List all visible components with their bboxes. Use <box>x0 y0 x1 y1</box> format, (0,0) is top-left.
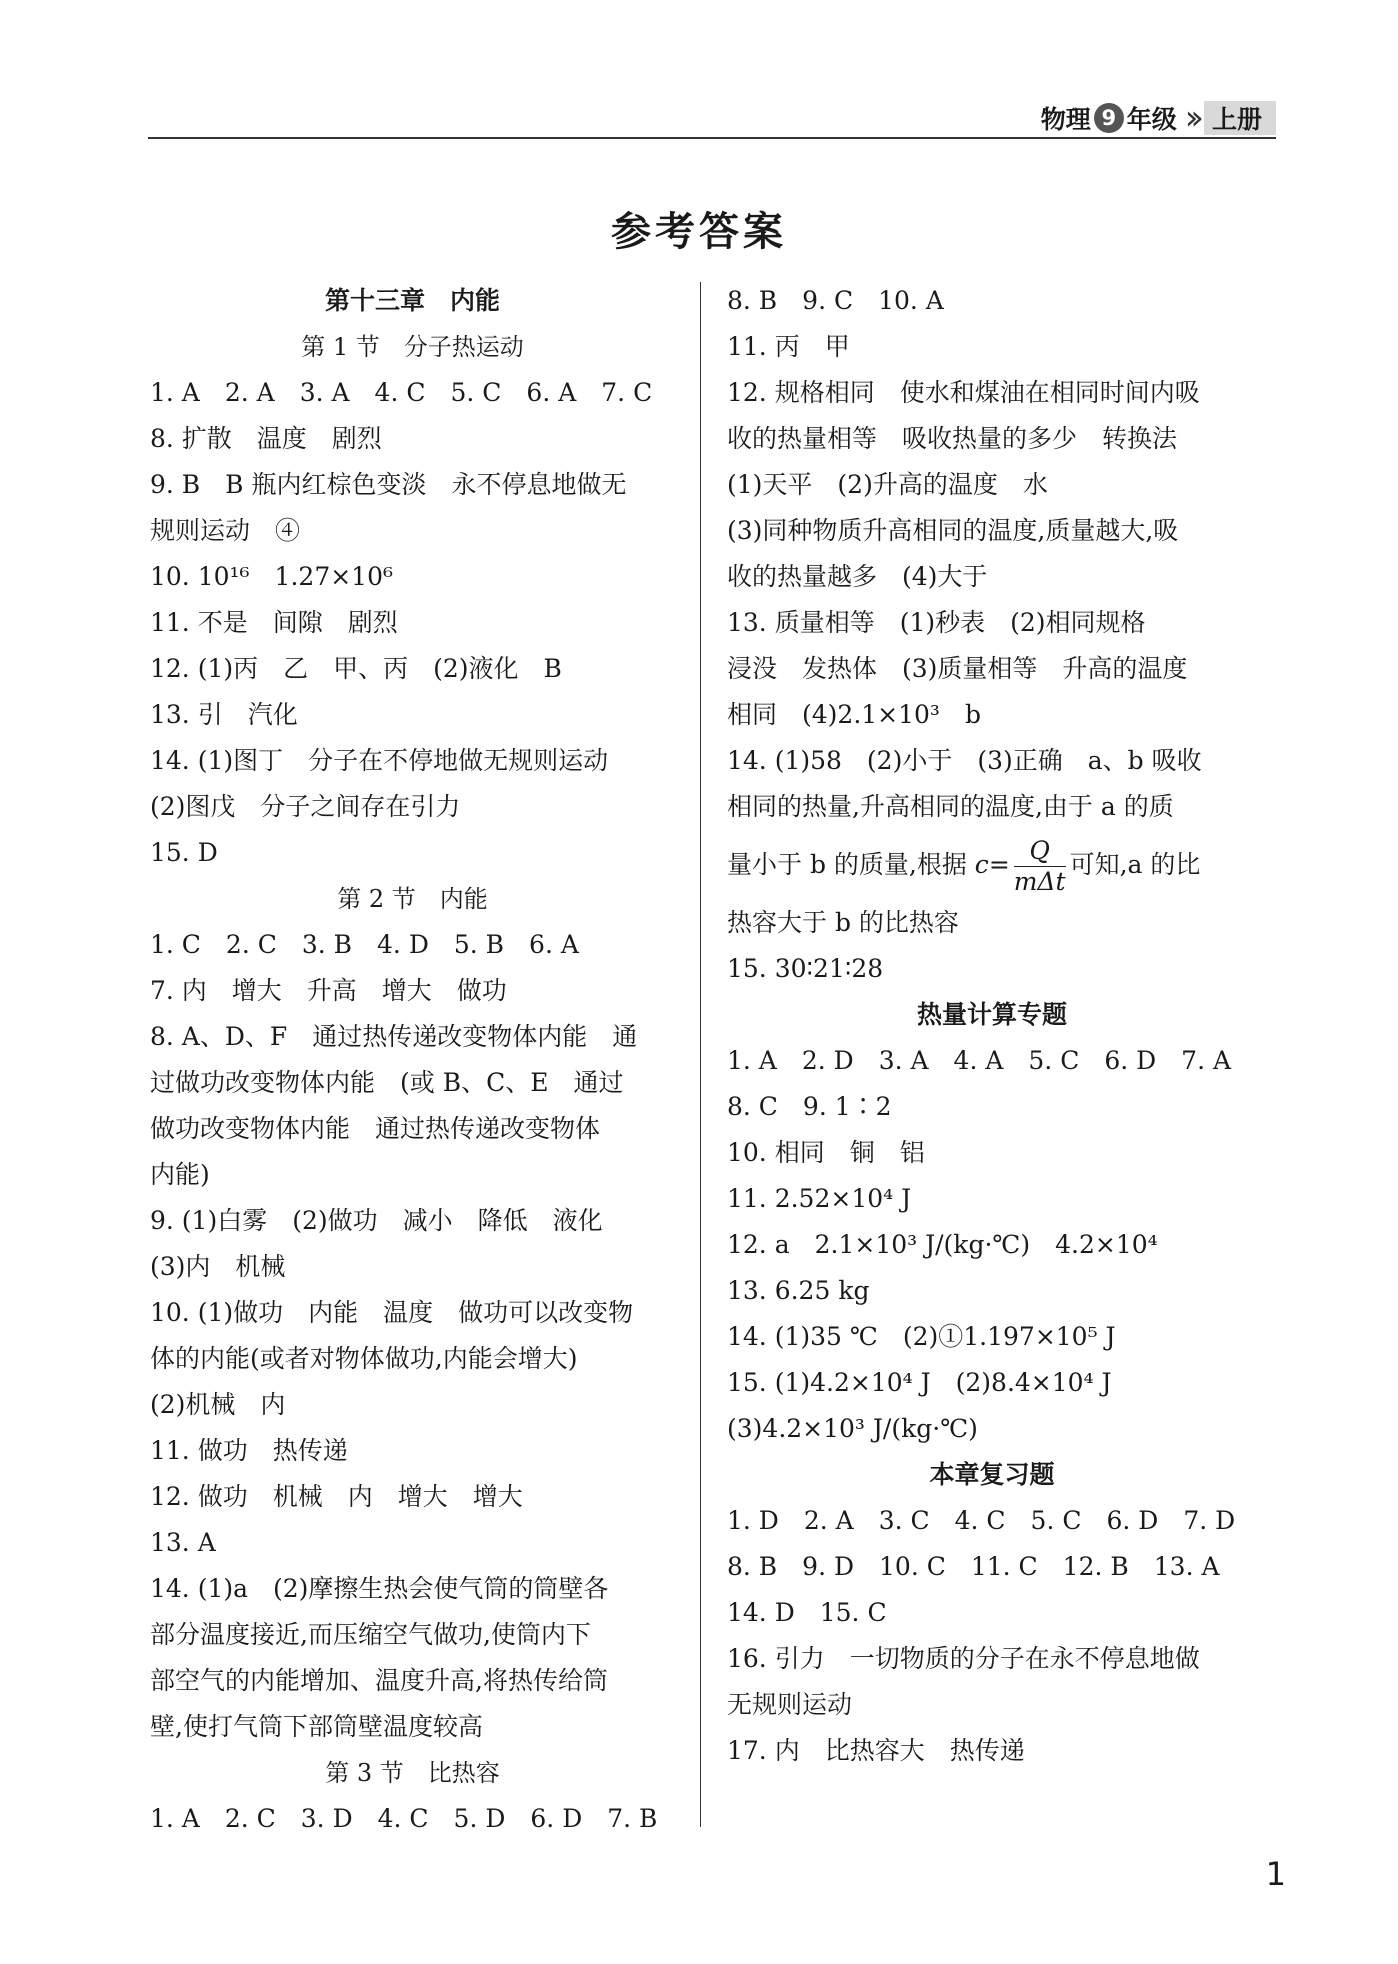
answer-line: (3)4.2×10³ J/(kg·℃) <box>727 1414 978 1443</box>
answer-line: 相同的热量,升高相同的温度,由于 a 的质 <box>727 792 1174 821</box>
column-divider <box>700 282 701 1827</box>
answer-line: 12. (1)丙 乙 甲、丙 (2)液化 B <box>150 654 562 683</box>
answer-line: 13. 6.25 kg <box>727 1276 870 1305</box>
answer-line: (1)天平 (2)升高的温度 水 <box>727 470 1048 499</box>
page-title: 参考答案 <box>611 209 787 255</box>
answer-line: (2)图戊 分子之间存在引力 <box>150 792 461 821</box>
formula-equals: = <box>988 850 1010 879</box>
answer-line: 15. (1)4.2×10⁴ J (2)8.4×10⁴ J <box>727 1368 1112 1397</box>
answer-line: 14. (1)35 ℃ (2)①1.197×10⁵ J <box>727 1322 1116 1351</box>
answer-line: 9. (1)白雾 (2)做功 减小 降低 液化 <box>150 1206 603 1235</box>
answer-line: 收的热量相等 吸收热量的多少 转换法 <box>727 424 1178 453</box>
header-grade: 年级 <box>1126 105 1177 134</box>
answer-line: 8. 扩散 温度 剧烈 <box>150 424 382 453</box>
right-column-part-b <box>727 900 1257 1774</box>
answer-line: 内能) <box>150 1160 210 1189</box>
answer-line: 8. A、D、F 通过热传递改变物体内能 通 <box>150 1022 638 1051</box>
answer-line: 做功改变物体内能 通过热传递改变物体 <box>150 1114 601 1143</box>
answer-line: (3)内 机械 <box>150 1252 286 1281</box>
formula-variable: c <box>974 850 989 879</box>
answer-line: 浸没 发热体 (3)质量相等 升高的温度 <box>727 654 1188 683</box>
answer-line: 17. 内 比热容大 热传递 <box>727 1736 1025 1765</box>
section-heading: 本章复习题 <box>929 1460 1055 1489</box>
answer-line: 9. B B 瓶内红棕色变淡 永不停息地做无 <box>150 470 627 499</box>
right-column-part-a <box>727 278 1257 830</box>
answer-line: 部空气的内能增加、温度升高,将热传给筒 <box>150 1666 608 1695</box>
answer-line: 11. 做功 热传递 <box>150 1436 348 1465</box>
subsection-heading: 第 2 节 内能 <box>337 885 488 913</box>
right-column <box>727 278 1257 1774</box>
answer-line: 14. D 15. C <box>727 1598 887 1627</box>
answer-line: 14. (1)a (2)摩擦生热会使气筒的筒壁各 <box>150 1574 609 1603</box>
answer-line: 14. (1)58 (2)小于 (3)正确 a、b 吸收 <box>727 746 1202 775</box>
answer-line: 12. 做功 机械 内 增大 增大 <box>150 1482 523 1511</box>
subsection-heading: 第 1 节 分子热运动 <box>301 333 524 361</box>
answer-line: 热容大于 b 的比热容 <box>727 908 959 937</box>
answer-line: 13. 引 汽化 <box>150 700 298 729</box>
answer-line: 10. (1)做功 内能 温度 做功可以改变物 <box>150 1298 634 1327</box>
header-rule <box>148 137 1276 139</box>
section-heading: 第十三章 内能 <box>324 286 500 315</box>
fraction-numerator: Q <box>1014 836 1066 867</box>
fraction-denominator: mΔt <box>1013 867 1066 896</box>
formula-text-after: 可知,a 的比 <box>1069 850 1201 879</box>
answer-line: 部分温度接近,而压缩空气做功,使筒内下 <box>150 1620 591 1649</box>
answer-line: 8. B 9. C 10. A <box>727 286 944 315</box>
header-subject: 物理 <box>1040 105 1091 134</box>
answer-line: 1. A 2. A 3. A 4. C 5. C 6. A 7. C <box>150 378 653 407</box>
page-number: 1 <box>1265 1855 1286 1893</box>
answer-line: 1. D 2. A 3. C 4. C 5. C 6. D 7. D <box>727 1506 1236 1535</box>
answer-line: 无规则运动 <box>727 1690 853 1719</box>
answer-line: 15. D <box>150 838 218 867</box>
running-header <box>1041 99 1276 137</box>
answer-line: 1. A 2. C 3. D 4. C 5. D 6. D 7. B <box>150 1804 658 1833</box>
answer-line: 壁,使打气筒下部筒壁温度较高 <box>150 1712 483 1741</box>
answer-line: 过做功改变物体内能 (或 B、C、E 通过 <box>150 1068 624 1097</box>
answer-line: 1. C 2. C 3. B 4. D 5. B 6. A <box>150 930 579 959</box>
section-heading: 热量计算专题 <box>916 1000 1067 1029</box>
answer-line: 7. 内 增大 升高 增大 做功 <box>150 976 507 1005</box>
answer-line: 11. 丙 甲 <box>727 332 850 361</box>
subsection-heading: 第 3 节 比热容 <box>325 1759 500 1787</box>
answer-line: 规则运动 ④ <box>150 516 301 545</box>
header-volume: 上册 <box>1204 101 1276 135</box>
answer-line: 16. 引力 一切物质的分子在永不停息地做 <box>727 1644 1200 1673</box>
answer-line: (2)机械 内 <box>150 1390 286 1419</box>
answer-line: 1. A 2. D 3. A 4. A 5. C 6. D 7. A <box>727 1046 1232 1075</box>
formula-text-before: 量小于 b 的质量,根据 <box>727 850 975 879</box>
answer-line: 13. A <box>150 1528 216 1557</box>
answer-line: 体的内能(或者对物体做功,内能会增大) <box>150 1344 578 1373</box>
answer-line: 12. a 2.1×10³ J/(kg·℃) 4.2×10⁴ <box>727 1230 1158 1259</box>
answer-line: 相同 (4)2.1×10³ b <box>727 700 981 729</box>
double-chevron-icon: ›› <box>1184 98 1196 138</box>
left-column <box>150 278 675 1842</box>
formula-line <box>727 830 1257 900</box>
answer-line: 10. 相同 铜 铝 <box>727 1138 925 1167</box>
answer-line: 11. 不是 间隙 剧烈 <box>150 608 398 637</box>
answer-line: 11. 2.52×10⁴ J <box>727 1184 912 1213</box>
grade-badge: 9 <box>1094 103 1124 133</box>
formula-fraction <box>1014 836 1066 897</box>
answer-line: 10. 10¹⁶ 1.27×10⁶ <box>150 562 394 591</box>
answer-line: 14. (1)图丁 分子在不停地做无规则运动 <box>150 746 609 775</box>
answer-line: (3)同种物质升高相同的温度,质量越大,吸 <box>727 516 1179 545</box>
answer-line: 12. 规格相同 使水和煤油在相同时间内吸 <box>727 378 1200 407</box>
answer-line: 13. 质量相等 (1)秒表 (2)相同规格 <box>727 608 1146 637</box>
answer-line: 8. B 9. D 10. C 11. C 12. B 13. A <box>727 1552 1220 1581</box>
answer-line: 15. 30∶21∶28 <box>727 954 884 983</box>
answer-line: 8. C 9. 1∶2 <box>727 1092 892 1121</box>
answer-line: 收的热量越多 (4)大于 <box>727 562 988 591</box>
